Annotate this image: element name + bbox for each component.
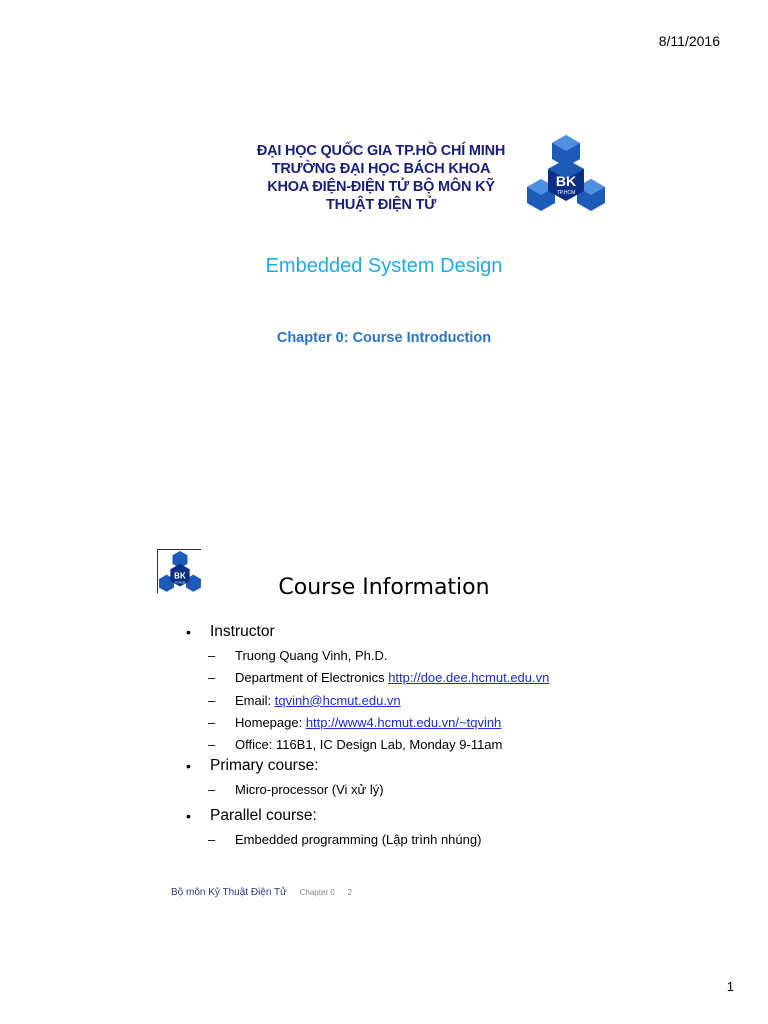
university-line: TRƯỜNG ĐẠI HỌC BÁCH KHOA (271, 161, 491, 177)
list-item-primary-course (186, 756, 549, 801)
university-heading (228, 142, 534, 214)
list-item (186, 779, 549, 801)
list-item (186, 829, 549, 851)
bullet: • (186, 624, 191, 640)
list-item-parallel-course (186, 806, 549, 851)
dash: – (208, 648, 216, 663)
footer-chapter: Chapter 0 (299, 888, 335, 897)
university-line: KHOA ĐIỆN-ĐIỆN TỬ BỘ MÔN KỸ (267, 179, 495, 195)
email-label: Email: (235, 692, 275, 708)
university-line: THUẬT ĐIỆN TỬ (325, 197, 437, 213)
primary-course-label: Primary course: (210, 757, 319, 775)
bk-logo-subtext: TP.HCM (556, 190, 576, 196)
homepage-label: Homepage: (235, 714, 306, 730)
dash: – (208, 737, 216, 753)
slide-footer (171, 887, 352, 898)
list-item (186, 667, 549, 689)
dash: – (208, 831, 216, 847)
primary-course-item: Micro-processor (Vi xử lý) (235, 782, 384, 798)
course-title: Embedded System Design (265, 255, 503, 277)
list-item (186, 645, 549, 667)
list-item (186, 734, 549, 756)
list-item (186, 712, 549, 734)
instructor-name: Truong Quang Vinh, Ph.D. (235, 648, 388, 663)
course-info-list (186, 622, 549, 851)
slide-title: Course Information (278, 575, 490, 600)
print-date: 8/11/2016 (658, 33, 720, 49)
office-hours: Office: 116B1, IC Design Lab, Monday 9-11am (235, 737, 503, 753)
dash: – (208, 782, 216, 798)
department-label: Department of Electronics (235, 670, 389, 686)
department-link[interactable]: http://doe.dee.hcmut.edu.vn (388, 670, 550, 686)
dash: – (208, 714, 216, 730)
footer-department: Bộ môn Kỹ Thuật Điện Tử (171, 887, 287, 898)
department-line (235, 670, 549, 685)
footer-slide-number: 2 (347, 888, 352, 897)
dash: – (208, 670, 216, 686)
homepage-line (235, 715, 501, 730)
homepage-link[interactable]: http://www4.hcmut.edu.vn/~tqvinh (305, 714, 502, 730)
email-line (235, 693, 401, 708)
parallel-course-details (186, 829, 549, 851)
parallel-course-item: Embedded programming (Lập trình nhúng) (235, 831, 482, 847)
bk-logo-small-text: BK (174, 571, 186, 581)
list-item-instructor (186, 622, 549, 756)
parallel-course-label: Parallel course: (210, 806, 317, 824)
page-number: 1 (726, 979, 734, 994)
chapter-title: Chapter 0: Course Introduction (276, 330, 492, 346)
email-link[interactable]: tqvinh@hcmut.edu.vn (274, 692, 401, 708)
bk-logo-text: BK (555, 173, 577, 189)
list-item (186, 690, 549, 712)
bk-logo (527, 135, 605, 215)
instructor-details (186, 645, 549, 756)
instructor-label: Instructor (210, 623, 275, 640)
university-line: ĐẠI HỌC QUỐC GIA TP.HỒ CHÍ MINH (256, 143, 506, 159)
bullet: • (186, 758, 191, 775)
dash: – (208, 692, 216, 708)
bk-logo-small-subtext: TP.HCM (175, 581, 185, 585)
primary-course-details (186, 779, 549, 801)
bullet: • (186, 807, 191, 824)
